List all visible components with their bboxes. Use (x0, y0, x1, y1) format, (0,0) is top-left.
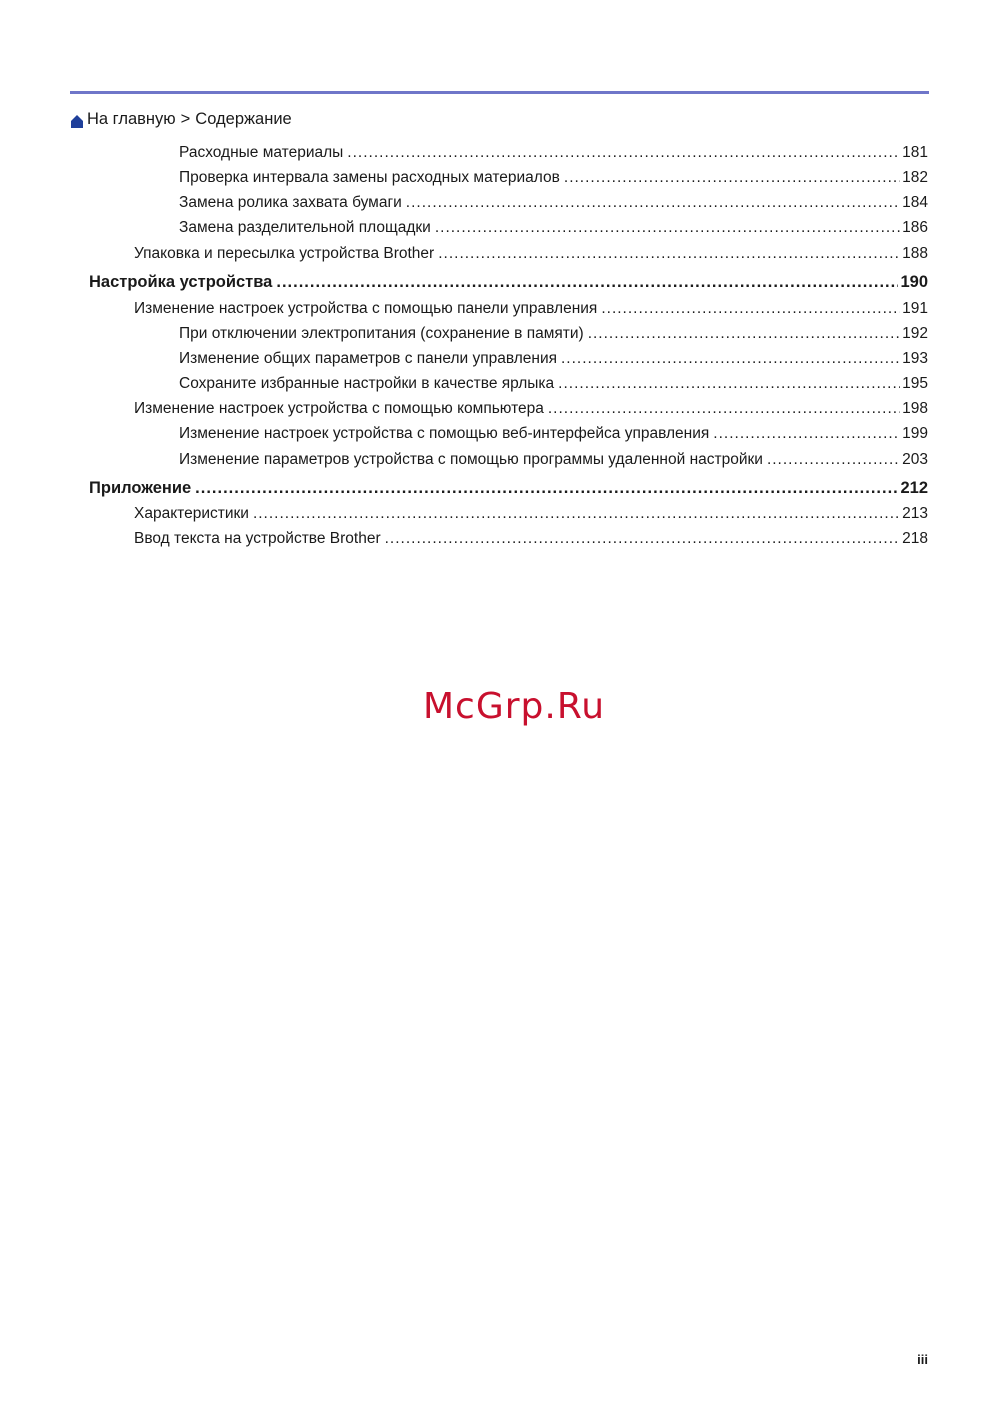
toc-entry[interactable] (89, 272, 928, 292)
toc-entry[interactable] (179, 193, 928, 213)
toc-entry-page: 182 (902, 169, 928, 186)
toc-entry-title: При отключении электропитания (сохранение в памяти) (179, 325, 584, 342)
toc-entry[interactable] (179, 168, 928, 188)
toc-entry-title: Сохраните избранные настройки в качестве ярлыка (179, 375, 555, 392)
toc-entry-page: 188 (902, 245, 928, 262)
toc-leader-dots (588, 324, 900, 344)
toc-entry-title: Замена разделительной площадки (179, 219, 431, 236)
toc-entry[interactable] (179, 450, 928, 470)
toc-entry-page: 191 (902, 300, 928, 317)
toc-leader-dots (276, 272, 898, 292)
toc-entry[interactable] (179, 349, 928, 369)
toc-leader-dots (195, 478, 898, 498)
toc-entry[interactable] (134, 529, 928, 549)
toc-entry-page: 181 (902, 144, 928, 161)
toc-entry[interactable] (179, 143, 928, 163)
toc-leader-dots (767, 450, 900, 470)
toc-entry-page: 192 (902, 325, 928, 342)
toc-entry-page: 198 (902, 400, 928, 417)
toc-leader-dots (347, 143, 900, 163)
toc-entry-page: 195 (902, 375, 928, 392)
toc-entry-page: 190 (900, 273, 928, 291)
watermark: McGrp.Ru (422, 686, 606, 727)
toc-leader-dots (406, 193, 900, 213)
toc-leader-dots (548, 399, 900, 419)
toc-entry-page: 193 (902, 350, 928, 367)
toc-entry-title: Настройка устройства (89, 273, 273, 291)
toc-entry-title: Расходные материалы (179, 144, 344, 161)
breadcrumb-current[interactable]: Содержание (195, 110, 292, 128)
toc-entry-page: 218 (902, 530, 928, 547)
toc-entry[interactable] (179, 218, 928, 238)
toc-entry-title: Изменение настроек устройства с помощью компьютера (134, 400, 544, 417)
toc-entry-page: 203 (902, 451, 928, 468)
toc-entry-title: Изменение общих параметров с панели управления (179, 350, 557, 367)
toc-entry[interactable] (179, 324, 928, 344)
toc-leader-dots (564, 168, 900, 188)
toc-entry-title: Изменение настроек устройства с помощью панели управления (134, 300, 598, 317)
toc-entry-title: Замена ролика захвата бумаги (179, 194, 402, 211)
toc-entry[interactable] (179, 424, 928, 444)
toc-entry[interactable] (134, 399, 928, 419)
table-of-contents (0, 0, 1000, 600)
toc-entry-title: Ввод текста на устройстве Brother (134, 530, 381, 547)
toc-entry[interactable] (179, 374, 928, 394)
toc-entry-page: 212 (900, 479, 928, 497)
page-number: iii (917, 1352, 928, 1367)
toc-leader-dots (558, 374, 900, 394)
toc-leader-dots (601, 299, 900, 319)
toc-leader-dots (253, 504, 900, 524)
toc-entry-page: 184 (902, 194, 928, 211)
toc-entry-page: 213 (902, 505, 928, 522)
breadcrumb-home-link[interactable]: На главную (87, 110, 176, 128)
toc-leader-dots (385, 529, 901, 549)
toc-entry[interactable] (89, 478, 928, 498)
toc-leader-dots (561, 349, 900, 369)
toc-entry[interactable] (134, 504, 928, 524)
toc-entry-title: Изменение настроек устройства с помощью веб-интерфейса управления (179, 425, 710, 442)
toc-entry[interactable] (134, 299, 928, 319)
toc-leader-dots (713, 424, 900, 444)
breadcrumb-separator: > (180, 110, 191, 128)
toc-leader-dots (438, 244, 900, 264)
toc-entry-page: 199 (902, 425, 928, 442)
toc-entry-page: 186 (902, 219, 928, 236)
toc-entry[interactable] (134, 244, 928, 264)
toc-entry-title: Характеристики (134, 505, 249, 522)
toc-entry-title: Упаковка и пересылка устройства Brother (134, 245, 435, 262)
toc-entry-title: Приложение (89, 479, 192, 497)
toc-entry-title: Проверка интервала замены расходных материалов (179, 169, 560, 186)
toc-leader-dots (435, 218, 900, 238)
toc-entry-title: Изменение параметров устройства с помощью программы удаленной настройки (179, 451, 763, 468)
